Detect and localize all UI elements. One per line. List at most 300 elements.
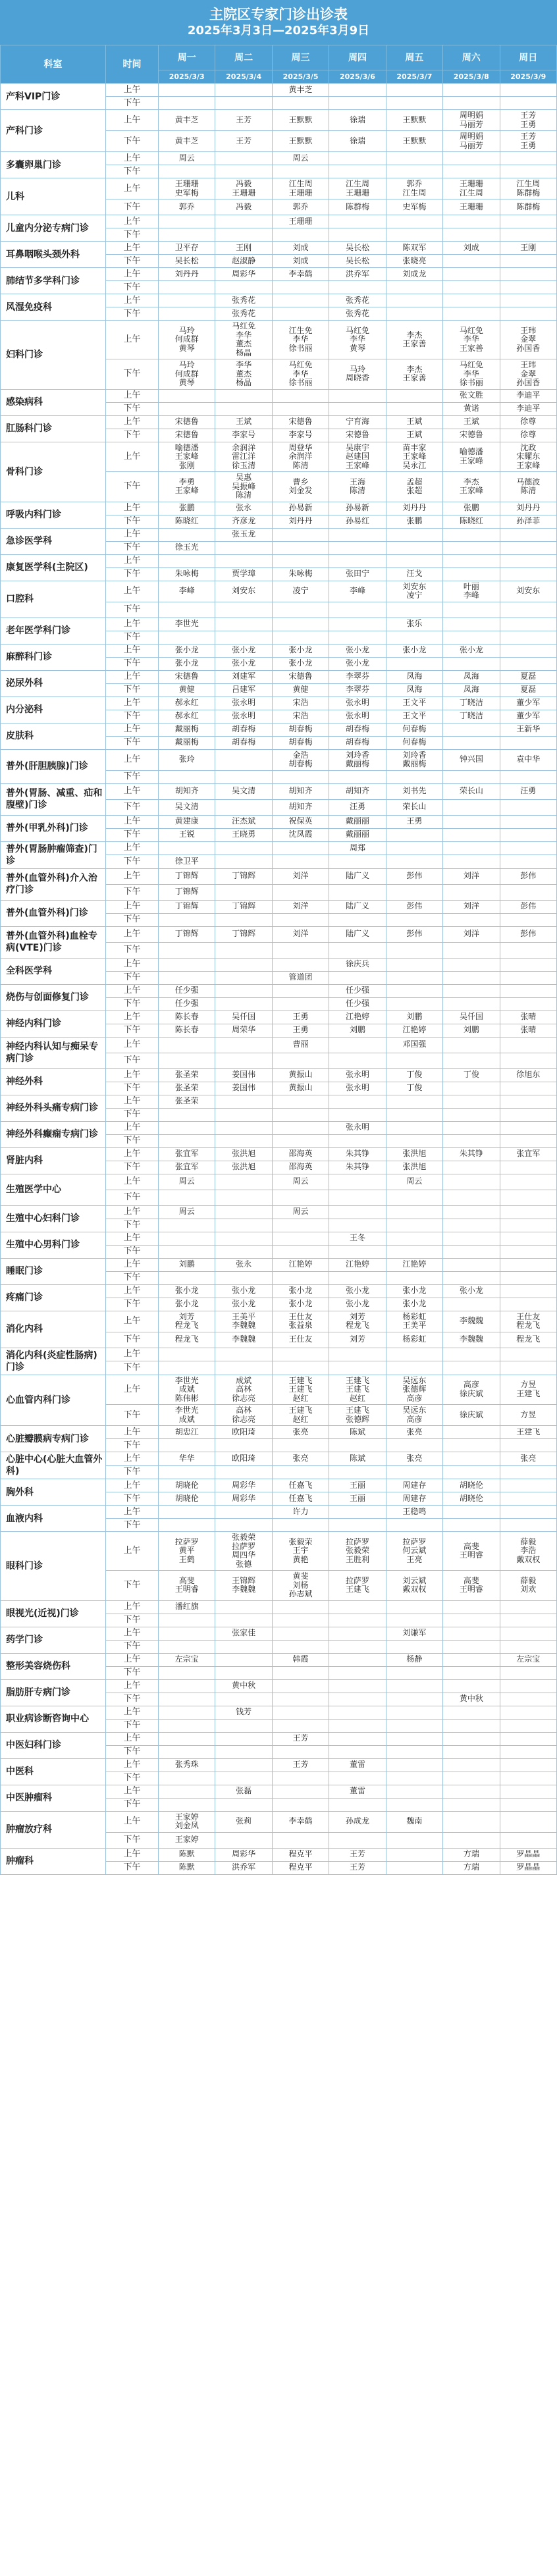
session-label: 下午 [106, 1465, 159, 1479]
doctor-cell [329, 942, 386, 958]
doctor-cell [500, 541, 556, 554]
session-label: 上午 [106, 1848, 159, 1861]
doctor-cell [500, 736, 556, 749]
doctor-cell: 张小龙 [329, 1284, 386, 1298]
schedule-row-am [1, 984, 557, 997]
doctor-cell [159, 307, 215, 321]
doctor-cell [443, 215, 500, 228]
doctor-cell: 王珊珊 史军梅 [159, 178, 215, 199]
doctor-cell [443, 1614, 500, 1627]
doctor-cell [159, 971, 215, 984]
doctor-cell: 刘成 [272, 255, 329, 268]
doctor-cell: 方瑞 [443, 1848, 500, 1861]
doctor-cell [443, 1666, 500, 1679]
schedule-row-am [1, 1848, 557, 1861]
doctor-cell: 张玲 [159, 749, 215, 770]
doctor-cell: 周云 [386, 1174, 442, 1190]
session-label: 下午 [106, 307, 159, 321]
dept-name: 心脏中心(心脏大血管外科) [1, 1452, 106, 1479]
doctor-cell [443, 567, 500, 581]
session-label: 下午 [106, 1108, 159, 1121]
session-label: 下午 [106, 1719, 159, 1732]
session-label: 上午 [106, 1426, 159, 1439]
doctor-cell [386, 828, 442, 841]
doctor-cell [500, 1640, 556, 1653]
schedule-table [0, 45, 557, 1875]
doctor-cell [329, 1219, 386, 1232]
doctor-cell [500, 942, 556, 958]
dept-name: 药学门诊 [1, 1627, 106, 1653]
doctor-cell: 张小龙 [159, 1284, 215, 1298]
doctor-cell [500, 1785, 556, 1798]
schedule-row-am [1, 926, 557, 942]
doctor-cell: 邵海英 [272, 1161, 329, 1174]
day-header: 周三 [272, 45, 329, 70]
doctor-cell: 彭伟 [386, 926, 442, 942]
doctor-cell: 孙易新 [329, 502, 386, 515]
doctor-cell [443, 1798, 500, 1811]
session-label: 下午 [106, 281, 159, 294]
session-label: 下午 [106, 429, 159, 442]
doctor-cell: 刘洋 [272, 900, 329, 913]
session-label: 下午 [106, 1745, 159, 1758]
schedule-row-am [1, 1011, 557, 1024]
doctor-cell: 王芳 [329, 1861, 386, 1874]
doctor-cell: 刘芳 程龙飞 [159, 1311, 215, 1332]
doctor-cell: 周建存 [386, 1492, 442, 1506]
session-label: 上午 [106, 783, 159, 799]
doctor-cell [386, 1245, 442, 1258]
doctor-cell: 余润洋 雷江洋 徐玉清 [215, 442, 272, 472]
doctor-cell: 黄健 [272, 683, 329, 697]
doctor-cell: 黄健 [159, 683, 215, 697]
doctor-cell [500, 828, 556, 841]
doctor-cell: 张宜军 [159, 1147, 215, 1161]
doctor-cell [386, 1693, 442, 1706]
doctor-cell [272, 1679, 329, 1693]
dept-name: 风湿免疫科 [1, 294, 106, 321]
doctor-cell: 王刚 [500, 242, 556, 255]
session-label: 下午 [106, 884, 159, 900]
doctor-cell: 李世光 [159, 618, 215, 631]
doctor-cell [443, 1600, 500, 1614]
doctor-cell [500, 1082, 556, 1095]
schedule-row-am [1, 1758, 557, 1772]
session-label: 上午 [106, 1348, 159, 1361]
doctor-cell [386, 1832, 442, 1848]
doctor-cell: 拉萨罗 张毅荣 王胜利 [329, 1532, 386, 1571]
date-header: 2025/3/6 [329, 70, 386, 84]
doctor-cell [272, 1271, 329, 1284]
doctor-cell: 丁晓洁 [443, 710, 500, 723]
doctor-cell: 戴丽梅 [159, 736, 215, 749]
doctor-cell [159, 1706, 215, 1719]
doctor-cell [500, 1679, 556, 1693]
doctor-cell [329, 1627, 386, 1640]
doctor-cell [329, 884, 386, 900]
dept-name: 胸外科 [1, 1479, 106, 1506]
doctor-cell: 吴长松 [159, 255, 215, 268]
doctor-cell: 刘鹏 [443, 1024, 500, 1037]
schedule-row-am [1, 1068, 557, 1082]
doctor-cell: 张洪旭 [386, 1147, 442, 1161]
doctor-cell: 刘洋 [443, 900, 500, 913]
doctor-cell [386, 165, 442, 178]
doctor-cell: 程克平 [272, 1861, 329, 1874]
doctor-cell [329, 1666, 386, 1679]
doctor-cell [386, 1361, 442, 1375]
doctor-cell: 张小龙 [272, 644, 329, 657]
doctor-cell: 喻德潘 王家峰 [443, 442, 500, 472]
doctor-cell [443, 1348, 500, 1361]
doctor-cell [159, 294, 215, 307]
doctor-cell [159, 1679, 215, 1693]
doctor-cell [500, 770, 556, 783]
doctor-cell [329, 528, 386, 541]
session-label: 下午 [106, 199, 159, 215]
doctor-cell: 刘书先 [386, 783, 442, 799]
doctor-cell [272, 1785, 329, 1798]
doctor-cell: 丁锦辉 [159, 900, 215, 913]
doctor-cell [215, 1037, 272, 1053]
doctor-cell [500, 1284, 556, 1298]
doctor-cell [443, 1439, 500, 1452]
doctor-cell [329, 1465, 386, 1479]
doctor-cell: 徐尊 [500, 429, 556, 442]
doctor-cell: 汪勇 [329, 799, 386, 815]
doctor-cell [215, 1758, 272, 1772]
doctor-cell: 王芳 [272, 1758, 329, 1772]
session-label: 上午 [106, 1205, 159, 1219]
dept-name: 口腔科 [1, 581, 106, 618]
doctor-cell [443, 1506, 500, 1519]
doctor-cell [272, 855, 329, 869]
doctor-cell: 卫平存 [159, 242, 215, 255]
doctor-cell: 王斌 [386, 415, 442, 429]
doctor-cell [443, 1745, 500, 1758]
doctor-cell: 程龙飞 [500, 1332, 556, 1348]
doctor-cell: 江艳婷 [272, 1258, 329, 1271]
doctor-cell: 许力 [272, 1506, 329, 1519]
doctor-cell [215, 1614, 272, 1627]
doctor-cell [215, 971, 272, 984]
doctor-cell: 宋德鲁 [159, 670, 215, 683]
doctor-cell [500, 644, 556, 657]
doctor-cell [386, 1205, 442, 1219]
schedule-row-am [1, 1706, 557, 1719]
session-label: 上午 [106, 1011, 159, 1024]
doctor-cell: 朱其铮 [443, 1147, 500, 1161]
schedule-row-am [1, 868, 557, 884]
dept-name: 泌尿外科 [1, 670, 106, 697]
doctor-cell [443, 1732, 500, 1745]
doctor-cell [329, 402, 386, 415]
doctor-cell: 凤海 [443, 683, 500, 697]
doctor-cell: 张永明 [215, 710, 272, 723]
doctor-cell: 沈政 宋耀东 王家峰 [500, 442, 556, 472]
doctor-cell: 王芳 [215, 131, 272, 152]
doctor-cell [386, 1053, 442, 1068]
doctor-cell [500, 97, 556, 110]
dept-name: 产科门诊 [1, 110, 106, 152]
doctor-cell [443, 913, 500, 926]
doctor-cell: 张小龙 [329, 657, 386, 670]
doctor-cell [443, 541, 500, 554]
doctor-cell: 董少军 [500, 697, 556, 710]
doctor-cell: 黄中秋 [215, 1679, 272, 1693]
doctor-cell: 胡晓伦 [159, 1479, 215, 1492]
schedule-body [1, 84, 557, 1875]
dept-name: 消化内科 [1, 1311, 106, 1348]
doctor-cell: 陈长春 [159, 1024, 215, 1037]
doctor-cell [159, 1037, 215, 1053]
doctor-cell [215, 770, 272, 783]
dept-name: 呼吸内科门诊 [1, 502, 106, 528]
doctor-cell: 徐瑞 [329, 131, 386, 152]
doctor-cell [215, 984, 272, 997]
doctor-cell: 陈晓红 [159, 515, 215, 528]
doctor-cell: 汪戈 [386, 567, 442, 581]
doctor-cell [159, 1219, 215, 1232]
doctor-cell: 任嘉飞 [272, 1492, 329, 1506]
doctor-cell: 徐庆兵 [329, 958, 386, 971]
doctor-cell: 张秀花 [329, 307, 386, 321]
doctor-cell: 韩霞 [272, 1653, 329, 1666]
doctor-cell [329, 1037, 386, 1053]
doctor-cell [159, 1121, 215, 1134]
doctor-cell: 曹丽 [272, 1037, 329, 1053]
session-label: 上午 [106, 294, 159, 307]
doctor-cell: 张晴 [500, 1024, 556, 1037]
doctor-cell [159, 389, 215, 402]
date-header: 2025/3/3 [159, 70, 215, 84]
doctor-cell [272, 1121, 329, 1134]
doctor-cell: 李家号 [215, 429, 272, 442]
session-label: 上午 [106, 1037, 159, 1053]
session-label: 上午 [106, 268, 159, 281]
doctor-cell: 徐玉光 [159, 541, 215, 554]
doctor-cell: 周彩华 [215, 1492, 272, 1506]
doctor-cell: 胡晓伦 [159, 1492, 215, 1506]
doctor-cell: 丁锦辉 [215, 868, 272, 884]
doctor-cell: 江艳婷 [386, 1258, 442, 1271]
session-label: 上午 [106, 1479, 159, 1492]
doctor-cell [443, 165, 500, 178]
doctor-cell: 薛毅 李浩 戴双权 [500, 1532, 556, 1571]
doctor-cell [500, 1161, 556, 1174]
doctor-cell: 张毅荣 王宇 黄艳 [272, 1532, 329, 1571]
doctor-cell [329, 1519, 386, 1532]
doctor-cell [443, 1082, 500, 1095]
doctor-cell: 江生周 陈群梅 [500, 178, 556, 199]
doctor-cell [329, 1640, 386, 1653]
session-label: 上午 [106, 1506, 159, 1519]
doctor-cell [215, 1174, 272, 1190]
doctor-cell [159, 97, 215, 110]
doctor-cell [500, 165, 556, 178]
session-label: 下午 [106, 770, 159, 783]
session-label: 上午 [106, 1452, 159, 1466]
date-header: 2025/3/7 [386, 70, 442, 84]
day-header: 周一 [159, 45, 215, 70]
day-header: 周二 [215, 45, 272, 70]
doctor-cell [500, 1627, 556, 1640]
doctor-cell: 孙成龙 [329, 1811, 386, 1832]
doctor-cell: 丁锦辉 [215, 926, 272, 942]
session-label: 下午 [106, 913, 159, 926]
session-label: 上午 [106, 84, 159, 97]
doctor-cell [386, 1679, 442, 1693]
doctor-cell [500, 152, 556, 165]
session-label: 下午 [106, 799, 159, 815]
doctor-cell [329, 855, 386, 869]
doctor-cell: 张亮 [272, 1426, 329, 1439]
doctor-cell [443, 1719, 500, 1732]
doctor-cell [500, 1772, 556, 1785]
doctor-cell: 拉萨罗 何云斌 王亮 [386, 1532, 442, 1571]
dept-name: 神经内科门诊 [1, 1011, 106, 1037]
doctor-cell [215, 958, 272, 971]
session-label: 下午 [106, 1134, 159, 1147]
doctor-cell: 丁锦辉 [159, 884, 215, 900]
doctor-cell [386, 1439, 442, 1452]
session-label: 上午 [106, 749, 159, 770]
doctor-cell [443, 528, 500, 541]
doctor-cell: 周荣华 [215, 1024, 272, 1037]
schedule-row-am [1, 783, 557, 799]
doctor-cell: 王文平 [386, 710, 442, 723]
doctor-cell: 孙易新 [272, 502, 329, 515]
doctor-cell: 郝永红 [159, 697, 215, 710]
doctor-cell: 董少军 [500, 710, 556, 723]
doctor-cell [215, 228, 272, 242]
doctor-cell [215, 97, 272, 110]
doctor-cell: 张莉 [215, 1811, 272, 1832]
doctor-cell: 周彩华 [215, 268, 272, 281]
doctor-cell: 拉萨罗 王建飞 [329, 1571, 386, 1601]
doctor-cell: 成斌 高林 徐志亮 [215, 1375, 272, 1405]
schedule-row-am [1, 389, 557, 402]
doctor-cell: 张秀花 [215, 307, 272, 321]
doctor-cell: 齐彦龙 [215, 515, 272, 528]
doctor-cell: 丁晓洁 [443, 697, 500, 710]
doctor-cell: 欧阳琦 [215, 1452, 272, 1466]
doctor-cell [500, 1465, 556, 1479]
doctor-cell [159, 1465, 215, 1479]
doctor-cell [272, 1108, 329, 1121]
dept-name: 消化内科(炎症性肠病)门诊 [1, 1348, 106, 1375]
doctor-cell: 王芳 王勇 [500, 131, 556, 152]
doctor-cell: 马红免 李华 徐书丽 [443, 359, 500, 390]
schedule-row-am [1, 554, 557, 567]
doctor-cell: 彭伟 [500, 926, 556, 942]
doctor-cell: 周彩华 [215, 1479, 272, 1492]
session-label: 上午 [106, 1532, 159, 1571]
doctor-cell: 张秀珠 [159, 1758, 215, 1772]
doctor-cell [443, 1174, 500, 1190]
session-label: 上午 [106, 670, 159, 683]
schedule-row-am [1, 152, 557, 165]
doctor-cell [159, 770, 215, 783]
doctor-cell: 王默默 [272, 131, 329, 152]
doctor-cell [500, 631, 556, 644]
doctor-cell: 袁中华 [500, 749, 556, 770]
dept-name: 急诊医学科 [1, 528, 106, 554]
doctor-cell: 欧阳琦 [215, 1426, 272, 1439]
doctor-cell: 李世光 成斌 [159, 1405, 215, 1426]
doctor-cell: 张小龙 [215, 657, 272, 670]
schedule-row-am [1, 618, 557, 631]
doctor-cell [500, 1693, 556, 1706]
session-label: 下午 [106, 683, 159, 697]
session-label: 上午 [106, 110, 159, 131]
doctor-cell: 张小龙 [215, 1298, 272, 1311]
doctor-cell [386, 84, 442, 97]
doctor-cell: 李魏魏 [215, 1332, 272, 1348]
doctor-cell [272, 554, 329, 567]
doctor-cell: 程克平 [272, 1848, 329, 1861]
doctor-cell: 胡知齐 [329, 783, 386, 799]
dept-name: 神经外科头痛专病门诊 [1, 1095, 106, 1121]
doctor-cell [443, 723, 500, 736]
doctor-cell: 周云 [272, 152, 329, 165]
doctor-cell [443, 554, 500, 567]
doctor-cell: 冯毅 王珊珊 [215, 178, 272, 199]
doctor-cell [500, 958, 556, 971]
doctor-cell: 吴长松 [329, 255, 386, 268]
doctor-cell [386, 389, 442, 402]
doctor-cell [272, 402, 329, 415]
doctor-cell [443, 1053, 500, 1068]
doctor-cell [272, 618, 329, 631]
doctor-cell [500, 1745, 556, 1758]
doctor-cell [329, 84, 386, 97]
doctor-cell [329, 1439, 386, 1452]
doctor-cell [272, 1832, 329, 1848]
doctor-cell [443, 1245, 500, 1258]
session-label: 上午 [106, 502, 159, 515]
doctor-cell: 黄中秋 [443, 1693, 500, 1706]
doctor-cell [215, 1719, 272, 1732]
doctor-cell: 王勇 [386, 815, 442, 828]
doctor-cell [272, 984, 329, 997]
doctor-cell: 凤海 [386, 683, 442, 697]
dept-name: 普外(胃肠、减重、疝和腹壁)门诊 [1, 783, 106, 815]
dept-name: 儿童内分泌专病门诊 [1, 215, 106, 242]
doctor-cell: 华华 [159, 1452, 215, 1466]
doctor-cell [215, 997, 272, 1011]
doctor-cell: 朱其铮 [329, 1161, 386, 1174]
doctor-cell [386, 402, 442, 415]
doctor-cell: 张圣荣 [159, 1082, 215, 1095]
doctor-cell [386, 1745, 442, 1758]
doctor-cell [329, 602, 386, 618]
doctor-cell: 周云 [159, 152, 215, 165]
schedule-row-am [1, 1311, 557, 1332]
doctor-cell: 李杰 王家善 [386, 321, 442, 359]
doctor-cell [500, 815, 556, 828]
doctor-cell [272, 307, 329, 321]
doctor-cell: 刘成龙 [386, 268, 442, 281]
doctor-cell [329, 1706, 386, 1719]
doctor-cell: 张田宁 [329, 567, 386, 581]
doctor-cell [443, 855, 500, 869]
session-label: 上午 [106, 321, 159, 359]
doctor-cell [215, 1053, 272, 1068]
doctor-cell: 刘鹏 [386, 1011, 442, 1024]
doctor-cell: 张永明 [329, 1082, 386, 1095]
dept-name: 血液内科 [1, 1506, 106, 1532]
